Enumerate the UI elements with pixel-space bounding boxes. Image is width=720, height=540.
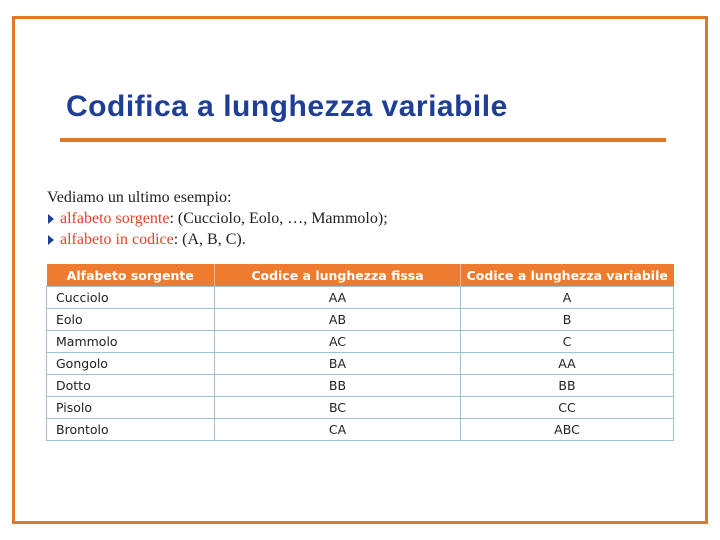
table-row	[47, 375, 674, 397]
bullet-value: (A, B, C).	[178, 231, 246, 248]
fixed-code-cell: AA	[215, 287, 461, 309]
bullet-separator: :	[169, 210, 174, 227]
bullet-term: alfabeto sorgente	[60, 210, 170, 227]
header-variable-length-code: Codice a lunghezza variabile	[461, 264, 674, 287]
intro-text	[47, 187, 388, 250]
fixed-code-cell: AC	[215, 331, 461, 353]
variable-code-cell: ABC	[461, 419, 674, 441]
table-row	[47, 331, 674, 353]
triangle-bullet-icon	[48, 214, 54, 224]
header-source-alphabet: Alfabeto sorgente	[47, 264, 215, 287]
header-fixed-length-code: Codice a lunghezza fissa	[215, 264, 461, 287]
fixed-code-cell: BC	[215, 397, 461, 419]
bullet-source-alphabet	[47, 208, 388, 229]
variable-code-cell: BB	[461, 375, 674, 397]
bullet-separator: :	[173, 231, 179, 248]
table-row	[47, 353, 674, 375]
variable-code-cell: B	[461, 309, 674, 331]
bullet-value: (Cucciolo, Eolo, …, Mammolo);	[173, 210, 388, 227]
table-row	[47, 287, 674, 309]
bullet-term: alfabeto in codice	[60, 231, 174, 248]
table-header-row	[47, 264, 674, 287]
fixed-code-cell: CA	[215, 419, 461, 441]
source-symbol-cell: Gongolo	[47, 353, 215, 375]
fixed-code-cell: BB	[215, 375, 461, 397]
source-symbol-cell: Eolo	[47, 309, 215, 331]
title-underline	[60, 138, 666, 142]
source-symbol-cell: Mammolo	[47, 331, 215, 353]
source-symbol-cell: Dotto	[47, 375, 215, 397]
table-row	[47, 397, 674, 419]
fixed-code-cell: BA	[215, 353, 461, 375]
table-row	[47, 309, 674, 331]
codes-table	[46, 264, 674, 441]
variable-code-cell: A	[461, 287, 674, 309]
fixed-code-cell: AB	[215, 309, 461, 331]
slide-title: Codifica a lunghezza variabile	[66, 90, 508, 123]
bullet-code-alphabet	[47, 229, 388, 250]
triangle-bullet-icon	[48, 235, 54, 245]
variable-code-cell: CC	[461, 397, 674, 419]
variable-code-cell: C	[461, 331, 674, 353]
source-symbol-cell: Brontolo	[47, 419, 215, 441]
source-symbol-cell: Cucciolo	[47, 287, 215, 309]
variable-code-cell: AA	[461, 353, 674, 375]
intro-lead: Vediamo un ultimo esempio:	[47, 189, 232, 206]
table-row	[47, 419, 674, 441]
source-symbol-cell: Pisolo	[47, 397, 215, 419]
